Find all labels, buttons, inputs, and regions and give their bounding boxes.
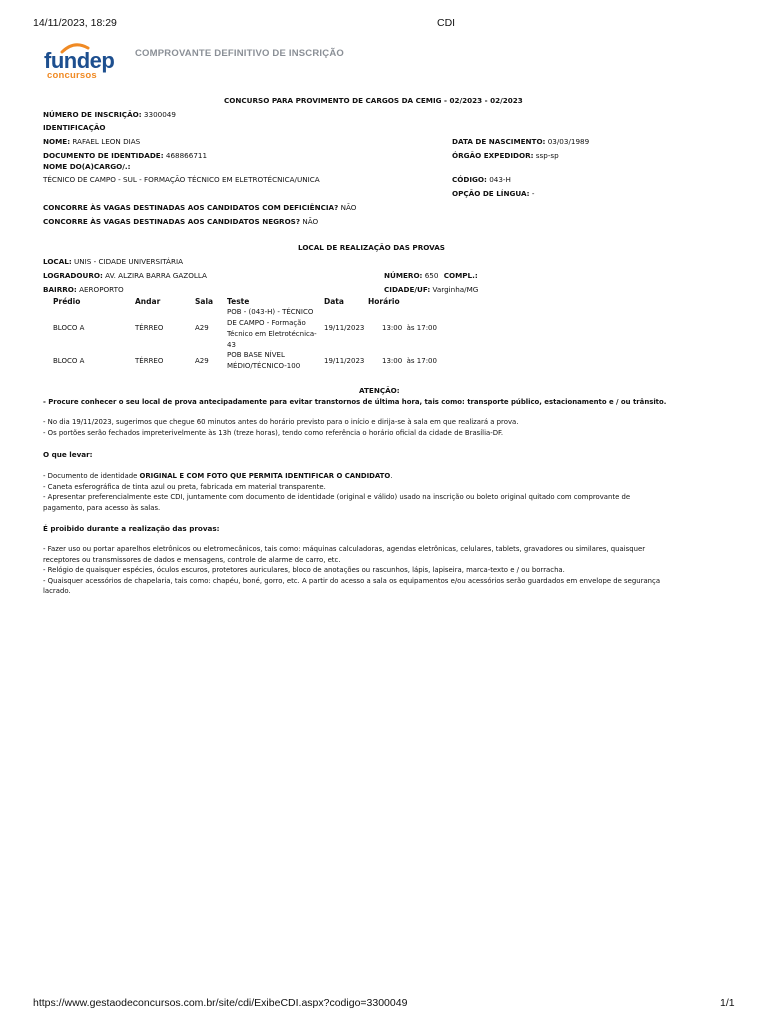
inscricao-value: 3300049 xyxy=(143,110,176,119)
deficiencia-line xyxy=(43,203,356,212)
nome-label: NOME: xyxy=(43,137,71,146)
identificacao-heading: IDENTIFICAÇÃO xyxy=(43,123,106,132)
print-datetime: 14/11/2023, 18:29 xyxy=(33,17,117,29)
nascimento-line xyxy=(452,137,589,146)
atencao-title: ATENÇÃO: xyxy=(359,386,400,395)
table-header: Horário xyxy=(368,297,400,306)
cargo-label: NOME DO(A)CARGO/.: xyxy=(43,162,131,171)
nome-value: RAFAEL LEON DIAS xyxy=(72,137,141,146)
codigo-value: 043-H xyxy=(489,175,511,184)
local-line xyxy=(43,257,183,266)
proibido-paragraph xyxy=(43,544,660,597)
cell-predio: BLOCO A xyxy=(53,324,85,332)
cell-teste-line: DE CAMPO - Formação xyxy=(227,319,306,327)
deficiencia-label: CONCORRE ÀS VAGAS DESTINADAS AOS CANDIDATOS COM DEFICIÊNCIA? xyxy=(43,203,339,212)
table-header: Sala xyxy=(195,297,214,306)
numero-value: 650 xyxy=(424,271,439,280)
inscricao-label: NÚMERO DE INSCRIÇÃO: xyxy=(43,110,142,119)
table-header: Data xyxy=(324,297,344,306)
cell-andar: TÉRREO xyxy=(135,324,164,332)
lingua-value: - xyxy=(531,189,535,198)
levar-title: O que levar: xyxy=(43,450,93,459)
orgao-line xyxy=(452,151,559,160)
cell-predio: BLOCO A xyxy=(53,357,85,365)
compl-label: COMPL.: xyxy=(443,271,478,280)
proibido-title: É proibido durante a realização das provas: xyxy=(43,524,220,533)
cell-data: 19/11/2023 xyxy=(324,357,365,365)
levar-line: - Apresentar preferencialmente este CDI, juntamente com documento de identidade (original e válido) usado na inscrição ou boleto original quitado com comprovante de xyxy=(43,493,631,501)
cidade-line xyxy=(384,285,478,294)
local-value: UNIS - CIDADE UNIVERSITÁRIA xyxy=(74,257,184,266)
bairro-line xyxy=(43,285,124,294)
orgao-label: ÓRGÃO EXPEDIDOR: xyxy=(452,151,534,160)
orgao-value: ssp-sp xyxy=(535,151,559,160)
bairro-value: AEROPORTO xyxy=(79,285,124,294)
logo-sub: concursos xyxy=(47,70,97,81)
bairro-label: BAIRRO: xyxy=(43,285,77,294)
documento-value: 468866711 xyxy=(165,151,208,160)
cell-teste-line: Técnico em Eletrotécnica- xyxy=(227,330,317,338)
codigo-line xyxy=(452,175,511,184)
levar-doc-prefix: - Documento de identidade xyxy=(43,472,140,480)
lingua-line xyxy=(452,189,534,198)
numero-label: NÚMERO: xyxy=(384,271,423,280)
negros-line xyxy=(43,217,318,226)
documento-line xyxy=(43,151,207,160)
cell-horario: 13:00 às 17:00 xyxy=(382,324,437,332)
local-label: LOCAL: xyxy=(43,257,72,266)
levar-line: - Caneta esferográfica de tinta azul ou preta, fabricada em material transparente. xyxy=(43,482,326,491)
cell-teste-line: POB - (043-H) - TÉCNICO xyxy=(227,308,314,316)
atencao-line: - Os portões serão fechados impreterivelmente às 13h (treze horas), tendo como referência o horário oficial da cidade de Brasília-DF. xyxy=(43,428,504,437)
table-header: Teste xyxy=(227,297,250,306)
cargo-value: TÉCNICO DE CAMPO - SUL - FORMAÇÃO TÉCNICO EM ELETROTÉCNICA/UNICA xyxy=(43,175,320,184)
levar-line: pagamento, para acesso às salas. xyxy=(43,503,161,512)
atencao-paragraph xyxy=(43,417,518,438)
levar-paragraph xyxy=(43,471,630,513)
atencao-bold-line: - Procure conhecer o seu local de prova antecipadamente para evitar transtornos de última hora, tais como: transporte público, estacionamento e / ou trânsito. xyxy=(43,398,667,406)
cell-horario: 13:00 às 17:00 xyxy=(382,357,437,365)
nascimento-label: DATA DE NASCIMENTO: xyxy=(452,137,546,146)
concurso-title: CONCURSO PARA PROVIMENTO DE CARGOS DA CEMIG - 02/2023 - 02/2023 xyxy=(224,96,523,105)
logo-word: fundep xyxy=(44,48,115,73)
levar-doc-suffix: . xyxy=(390,472,393,480)
fundep-logo xyxy=(44,42,124,84)
cell-andar: TÉRREO xyxy=(135,357,164,365)
print-page-number: 1/1 xyxy=(720,997,735,1009)
table-header: Prédio xyxy=(53,297,81,306)
cell-teste-line: MÉDIO/TÉCNICO-100 xyxy=(227,362,301,370)
logradouro-line xyxy=(43,271,207,280)
cell-sala: A29 xyxy=(195,357,209,365)
print-url[interactable]: https://www.gestaodeconcursos.com.br/site/cdi/ExibeCDI.aspx?codigo=3300049 xyxy=(33,997,408,1009)
proibido-line: receptores ou transmissores de dados e mensagens, controle de alarme de carro, etc. xyxy=(43,555,341,564)
proibido-line: - Fazer uso ou portar aparelhos eletrônicos ou eletromecânicos, tais como: máquinas calculadoras, agendas eletrônicas, celulares, tablets, gravadores ou similares, quaisquer xyxy=(43,545,646,553)
cell-data: 19/11/2023 xyxy=(324,324,365,332)
cell-sala: A29 xyxy=(195,324,209,332)
local-section-title: LOCAL DE REALIZAÇÃO DAS PROVAS xyxy=(298,243,445,252)
numero-line xyxy=(384,271,478,280)
deficiencia-value: NÃO xyxy=(340,203,357,212)
proibido-line: lacrado. xyxy=(43,587,71,595)
logradouro-value: AV. ALZIRA BARRA GAZOLLA xyxy=(105,271,207,280)
nome-line xyxy=(43,137,140,146)
proibido-line: - Relógio de quaisquer espécies, óculos escuros, protetores auriculares, bloco de anotações ou rascunhos, lápis, lapiseira, marca-texto e / ou borracha. xyxy=(43,566,565,574)
negros-value: NÃO xyxy=(302,217,319,226)
cell-teste-line: 43 xyxy=(227,341,236,349)
levar-doc-line xyxy=(43,471,630,482)
proibido-line: - Quaisquer acessórios de chapelaria, tais como: chapéu, boné, gorro, etc. A partir do acesso a sala os equipamentos e/ou acessórios serão guardados em envelope de segurança xyxy=(43,576,661,585)
levar-doc-bold: ORIGINAL E COM FOTO QUE PERMITA IDENTIFICAR O CANDIDATO xyxy=(139,472,391,480)
cidade-label: CIDADE/UF: xyxy=(384,285,431,294)
cidade-value: Varginha/MG xyxy=(432,285,479,294)
codigo-label: CÓDIGO: xyxy=(452,175,487,184)
nascimento-value: 03/03/1989 xyxy=(547,137,590,146)
cell-teste-line: POB BASE NÍVEL xyxy=(227,351,285,359)
inscricao-line xyxy=(43,110,176,119)
negros-label: CONCORRE ÀS VAGAS DESTINADAS AOS CANDIDATOS NEGROS? xyxy=(43,217,301,226)
atencao-line: - No dia 19/11/2023, sugerimos que chegue 60 minutos antes do horário previsto para o início e dirija-se à sala em que realizará a prova. xyxy=(43,418,519,426)
table-header: Andar xyxy=(135,297,161,306)
print-page-title: CDI xyxy=(437,17,456,29)
logradouro-label: LOGRADOURO: xyxy=(43,271,103,280)
documento-label: DOCUMENTO DE IDENTIDADE: xyxy=(43,151,164,160)
lingua-label: OPÇÃO DE LÍNGUA: xyxy=(452,189,530,198)
document-title: COMPROVANTE DEFINITIVO DE INSCRIÇÃO xyxy=(135,48,344,59)
